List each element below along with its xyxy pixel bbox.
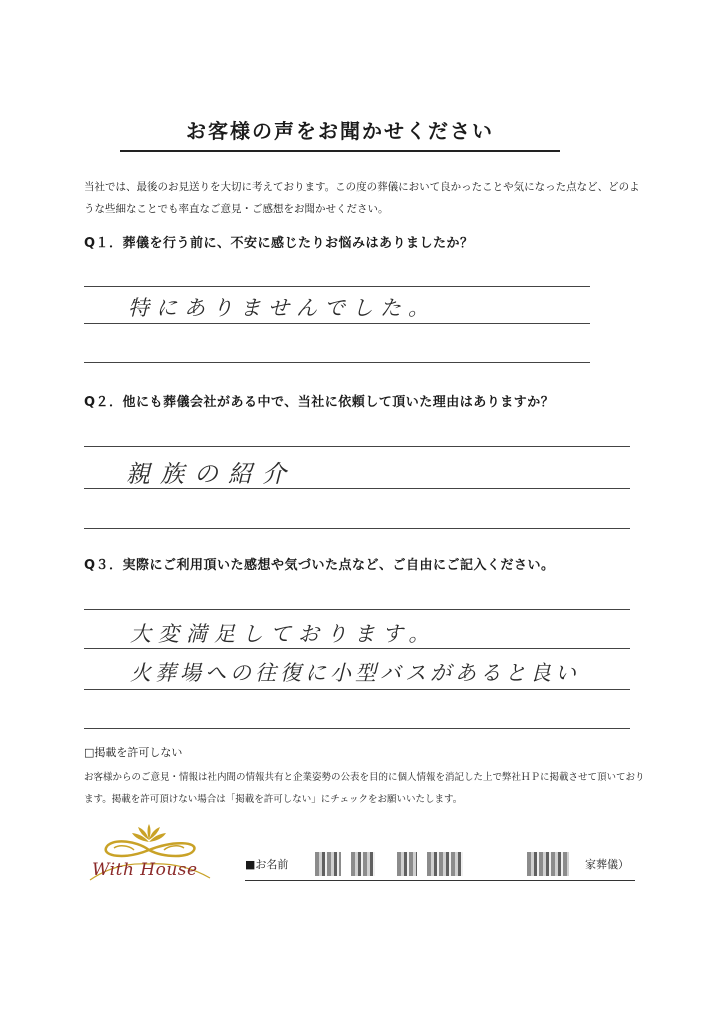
answer-line — [84, 528, 630, 529]
redacted-name-block — [427, 852, 463, 876]
redacted-name-block — [351, 852, 375, 876]
answer-line — [84, 362, 590, 363]
question-3: Q３．実際にご利用頂いた感想や気づいた点など、ご自由にご記入ください。 — [84, 558, 555, 573]
answer-line — [84, 728, 630, 729]
name-label: ■お名前 — [245, 858, 289, 871]
answer-line — [84, 488, 630, 489]
answer-line — [84, 609, 630, 610]
redacted-name-block — [397, 852, 417, 876]
redacted-name-block — [315, 852, 341, 876]
consent-notice: お客様からのご意見・情報は社内間の情報共有と企業姿勢の公表を目的に個人情報を消記した上で弊社ＨＰに掲載させて頂いております。掲載を許可頂けない場合は「掲載を許可しない」にチェックをお願いいたします。 — [84, 772, 645, 805]
answer-line — [84, 648, 630, 649]
intro-text: 当社では、最後のお見送りを大切に考えております。この度の葬儀において良かったことや気になった点など、どのような些細なことでも率直なご意見・ご感想をお聞かせください。 — [84, 181, 640, 215]
answer-3-line-1: 大変満足しております。 — [130, 622, 437, 646]
answer-line — [84, 323, 590, 324]
logo-emblem-icon — [86, 822, 226, 892]
question-2: Q２．他にも葬儀会社がある中で、当社に依頼して頂いた理由はありますか？ — [84, 395, 555, 410]
answer-line — [84, 446, 630, 447]
answer-2: 親族の紹介 — [126, 460, 296, 488]
question-1: Q１．葬儀を行う前に、不安に感じたりお悩みはありましたか？ — [84, 236, 474, 251]
page-title: お客様の声をお聞かせください — [120, 115, 560, 152]
name-suffix: 家葬儀） — [585, 858, 629, 871]
logo-text: With House — [92, 860, 198, 880]
redacted-name-block — [527, 852, 569, 876]
answer-1: 特にありませんでした。 — [128, 296, 436, 320]
name-field — [245, 850, 635, 881]
answer-line — [84, 689, 630, 690]
consent-checkbox[interactable]: □掲載を許可しない — [84, 746, 183, 759]
answer-3-line-2: 火葬場への往復に小型バスがあると良い — [130, 661, 580, 685]
company-logo — [86, 822, 226, 892]
answer-line — [84, 286, 590, 287]
